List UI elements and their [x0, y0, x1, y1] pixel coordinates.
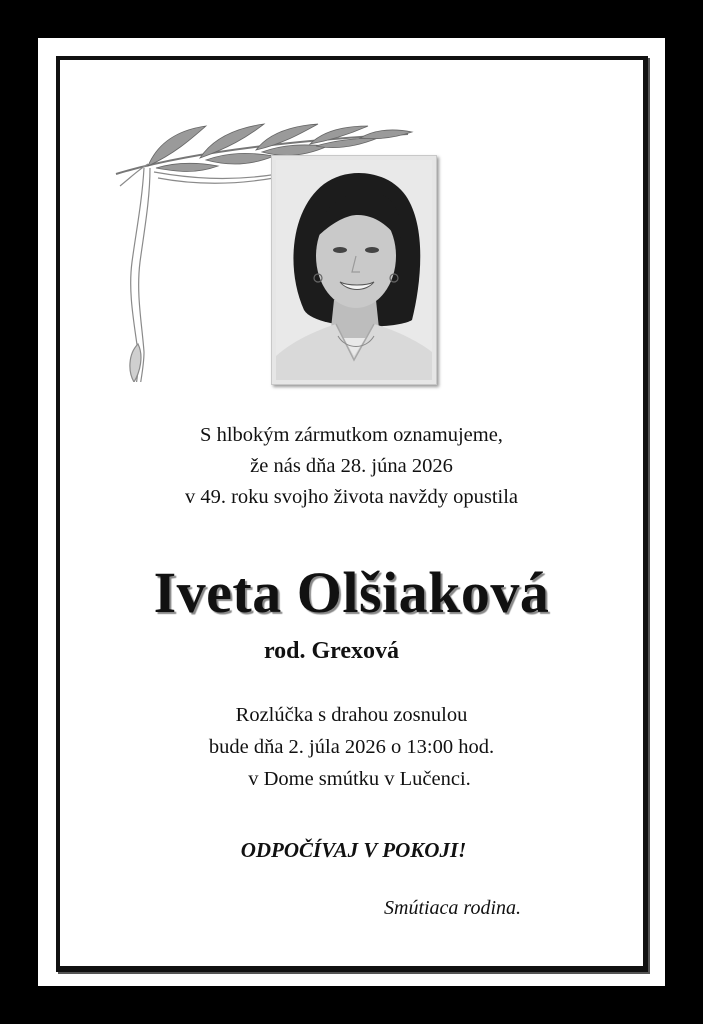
- announcement-line-3: v 49. roku svojho života navždy opustila: [184, 486, 519, 508]
- farewell-line-3: v Dome smútku v Lučenci.: [248, 768, 471, 790]
- signature: Smútiaca rodina.: [384, 897, 522, 919]
- announcement-line-2: že nás dňa 28. júna 2026: [250, 455, 453, 477]
- obituary-paper: [38, 38, 665, 986]
- farewell-line-2: bude dňa 2. júla 2026 o 13:00 hod.: [208, 736, 495, 758]
- farewell-info: [38, 699, 665, 795]
- announcement: [38, 420, 665, 513]
- rest-in-peace: ODPOČÍVAJ V POKOJI!: [240, 838, 467, 862]
- farewell-line-1: Rozlúčka s drahou zosnulou: [235, 704, 468, 726]
- deceased-name: Iveta Olšiaková: [153, 560, 550, 625]
- maiden-name: rod. Grexová: [263, 638, 400, 664]
- portrait-icon: [276, 160, 432, 380]
- portrait-photo: [271, 155, 437, 385]
- announcement-line-1: S hlbokým zármutkom oznamujeme,: [200, 424, 503, 446]
